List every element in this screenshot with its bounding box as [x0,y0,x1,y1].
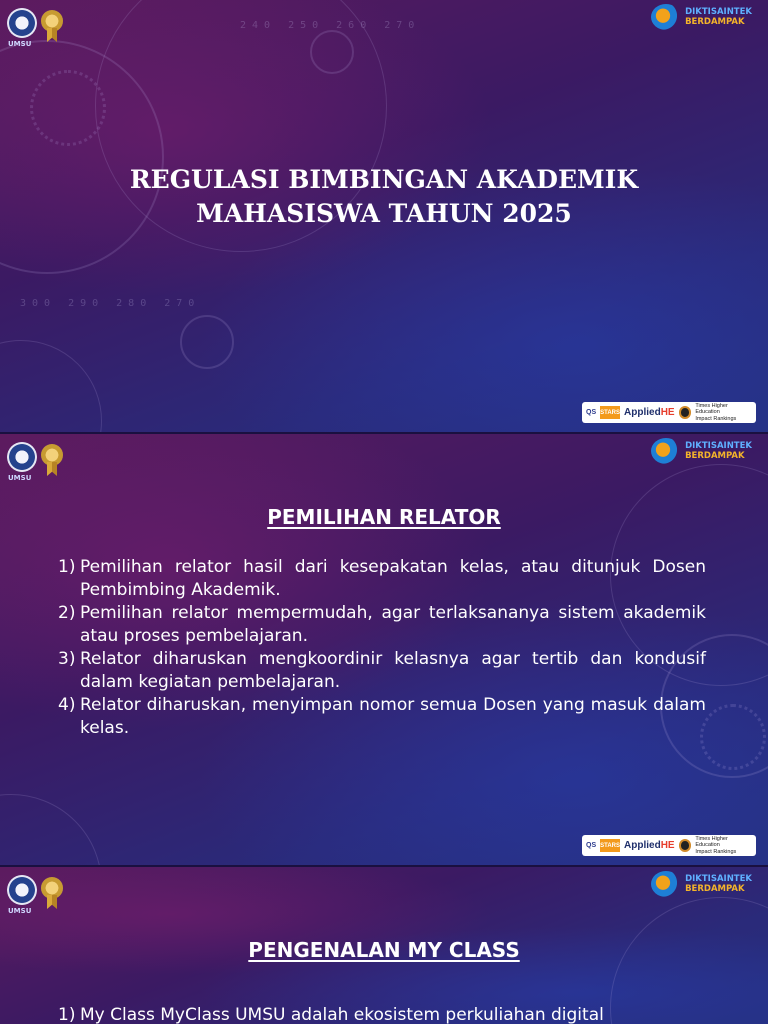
university-logos [7,875,63,915]
slide-1: 240 250 260 270 300 290 280 270 UMSU DIKTISAINTEK BERDAMPAK REGULASI BIMBINGAN AKADEMIK MAHASISWA TAHUN 2025 QS STARS AppliedHE Times Higher Education Impact Rankings [0,0,768,432]
diktisaintek-text: DIKTISAINTEK [685,874,752,884]
slide-heading: PEMILIHAN RELATOR [267,505,501,529]
berdampak-text: BERDAMPAK [685,884,745,894]
umsu-logo-icon: UMSU [7,442,37,472]
the-impact-icon [679,406,692,419]
diktisaintek-text: DIKTISAINTEK [685,441,752,451]
diktisaintek-text: DIKTISAINTEK [685,7,752,17]
slide-heading: PENGENALAN MY CLASS [248,938,520,962]
myclass-list [58,1004,706,1024]
appliedhe-badge: AppliedHE [624,407,675,418]
slide-3 [0,867,768,1024]
list-item: 1) My Class MyClass UMSU adalah ekosistem perkuliahan digital [58,1005,604,1024]
university-logos [7,442,63,482]
berdampak-text: BERDAMPAK [685,451,745,461]
list-item: 3) Relator diharuskan mengkoordinir kelasnya agar tertib dan kondusif dalam kegiatan pembelajaran. [58,649,706,692]
diktisaintek-swirl-icon [651,4,681,30]
diktisaintek-logo [651,871,752,897]
impact-rankings-badge: Times Higher Education Impact Rankings [695,402,737,422]
slide-title [0,163,768,231]
umsu-logo-icon: UMSU [7,875,37,905]
title-line-1: REGULASI BIMBINGAN AKADEMIK [129,165,639,194]
diktisaintek-swirl-icon [651,871,681,897]
diktisaintek-logo [651,4,752,30]
diktisaintek-swirl-icon [651,438,681,464]
qs-badge: QS [586,842,597,849]
university-logos [7,8,63,48]
the-impact-icon [679,839,692,852]
ranking-badges [582,402,756,423]
relator-list [58,556,706,740]
appliedhe-badge: AppliedHE [624,840,675,851]
list-item: 1) Pemilihan relator hasil dari kesepakatan kelas, atau ditunjuk Dosen Pembimbing Akademik. [58,557,706,600]
slide-2 [0,434,768,865]
impact-rankings-badge: Times Higher Education Impact Rankings [695,835,737,855]
diktisaintek-logo [651,438,752,464]
umsu-logo-icon: UMSU [7,8,37,38]
stars-badge: STARS [600,839,620,852]
award-medal-icon [41,877,63,899]
stars-badge: STARS [600,406,620,419]
list-item: 2) Pemilihan relator mempermudah, agar terlaksananya sistem akademik atau proses pembelajaran. [58,603,706,646]
award-medal-icon [41,444,63,466]
list-item: 4) Relator diharuskan, menyimpan nomor semua Dosen yang masuk dalam kelas. [58,695,706,738]
ranking-badges [582,835,756,856]
award-medal-icon [41,10,63,32]
berdampak-text: BERDAMPAK [685,17,745,27]
title-line-2: MAHASISWA TAHUN 2025 [196,199,572,228]
qs-badge: QS [586,409,597,416]
